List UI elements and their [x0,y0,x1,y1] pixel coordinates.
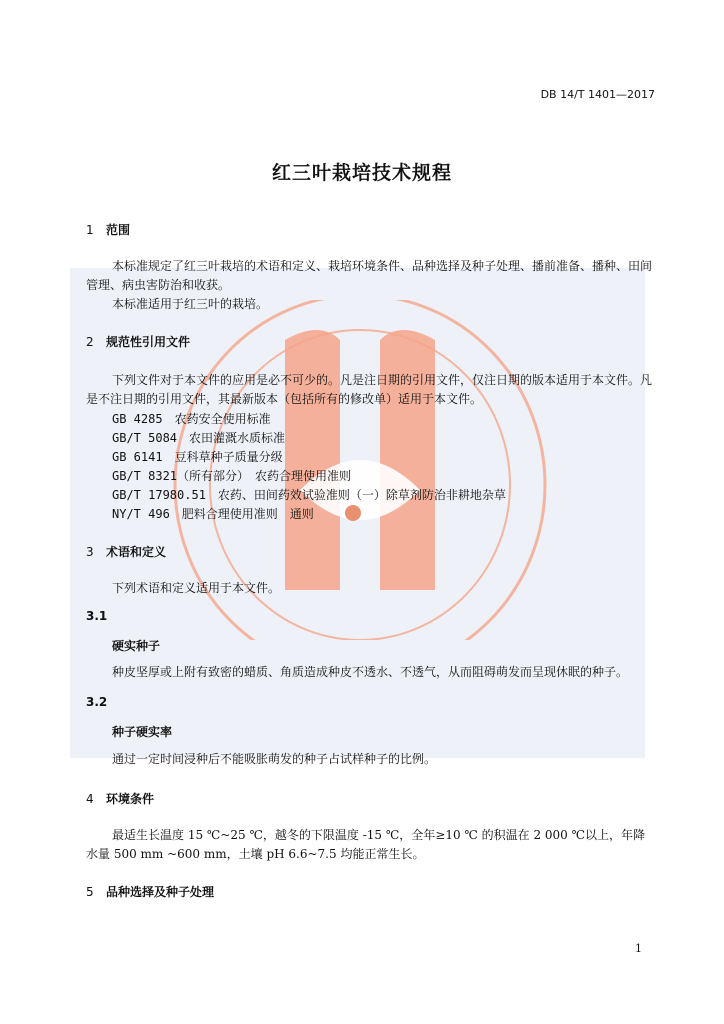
section-1-paragraph-2: 本标准适用于红三叶的栽培。 [112,297,269,311]
section-5-heading: 5 品种选择及种子处理 [86,885,215,899]
reference-item: GB 4285 农药安全使用标准 [112,412,271,426]
document-code: DB 14/T 1401—2017 [540,88,655,101]
reference-item: GB/T 8321（所有部分） 农药合理使用准则 [112,469,352,483]
section-4-paragraph-1: 最适生长温度 15 ℃~25 ℃，越冬的下限温度 -15 ℃，全年≥10 ℃ 的积温在 2 000 ℃以上，年降水量 500 mm ~600 mm，土壤 pH 6.6~7.5 均能正常生长。 [86,828,646,861]
term-3-2-definition: 通过一定时间浸种后不能吸胀萌发的种子占试样种子的比例。 [112,752,437,766]
section-1-heading: 1 范围 [86,223,131,237]
section-3-heading: 3 术语和定义 [86,545,167,559]
term-3-2-number: 3.2 [86,695,108,709]
section-3-paragraph-1: 下列术语和定义适用于本文件。 [112,581,281,595]
reference-item: NY/T 496 肥料合理使用准则 通则 [112,507,314,521]
term-3-1-definition: 种皮坚厚或上附有致密的蜡质、角质造成种皮不透水、不透气，从而阻碍萌发而呈现休眠的种子。 [112,665,629,679]
section-2-paragraph-1: 下列文件对于本文件的应用是必不可少的。凡是注日期的引用文件，仅注日期的版本适用于本文件。凡是不注日期的引用文件，其最新版本（包括所有的修改单）适用于本文件。 [86,373,653,406]
term-3-1-number: 3.1 [86,609,108,623]
reference-item: GB 6141 豆科草种子质量分级 [112,450,283,464]
term-3-2-name: 种子硬实率 [112,725,173,739]
section-4-heading: 4 环境条件 [86,792,155,806]
reference-item: GB/T 5084 农田灌溉水质标准 [112,431,286,445]
term-3-1-name: 硬实种子 [112,639,161,653]
section-2-heading: 2 规范性引用文件 [86,335,191,349]
section-1-paragraph-1: 本标准规定了红三叶栽培的术语和定义、栽培环境条件、品种选择及种子处理、播前准备、播种、田间管理、病虫害防治和收获。 [86,259,653,292]
reference-item: GB/T 17980.51 农药、田间药效试验准则（一）除草剂防治非耕地杂草 [112,488,506,502]
page-number: 1 [635,942,642,955]
document-title: 红三叶栽培技术规程 [271,162,452,184]
